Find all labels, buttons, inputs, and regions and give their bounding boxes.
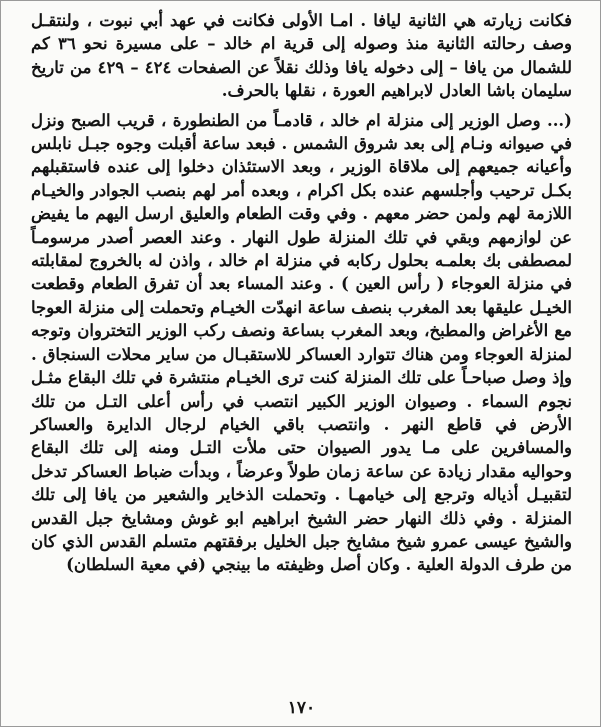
paragraph-quote: (... وصل الوزير إلى منزلة ام خالد ، قادمـاً من الطنطورة ، قريب الصبح ونزل في صيوانه ونـام إلى بعد شروق الشمس . فبعد ساعة أقبلت وجوه جبـل نابلس وأعيانه جميعهم إلى ملاقاة الوزير ، وبعد الاستئذان دخلوا إلى عنده فاستقبلهم بكـل ترحيب وأجلسهم عنده بكل اكرام ، وبعده أمر لهم بنصب الجوادر والخيـام اللازمة لهم ولمن حضر معهم . وفي وقت الطعام والعليق ارسل اليهم ما يفيض عن لوازمهم وبقي في تلك المنزلة طول النهار . وعند العصر أصدر مرسومـاً لمصطفى بك بعلمـه بحلول ركابه في منزلة ام خالد ، واذن له بالخروج لمقابلته في منزلة العوجاء ( رأس العين ) . وعند المساء بعد أن تفرق الطعام وقطعت الخيـل عليقها بعد المغرب بنصف ساعة انهدّت الخيـام وتحملت إلى منزلة العوجا مع الأغراض والمطبخ، وبعد المغرب بساعة ونصف ركب الوزير التختروان وتوجه لمنزلة العوجاء ومن هناك تتوارد العساكر للاستقبـال من ساير محلات السنجاق . وإذ وصل صباحـاً على تلك المنزلة كنت ترى الخيـام منتشرة في تلك البقاع مثـل نجوم السماء . وصيوان الوزير الكبير انتصب في رأس أعلى التـل من تلك الأرض في قاطع النهر . وانتصب باقي الخيام لرجال الدايرة والعساكر والمسافرين على مـا يدور الصيوان حتى ملأت التـل ومنه إلى تلك البقاع وحواليه مقدار زيادة عن ساعة زمان طولاً وعرضاً ، وبدأت ضباط العساكر تدخل لتقبيـل أذياله وترجع إلى خيامهـا . وتحملت الذخاير والشعير من يافا إلى تلك المنزلة . وفي ذلك النهار حضر الشيخ ابراهيم ابو غوش ومشايخ جبل القدس والشيخ عيسى عمرو شيخ مشايخ جبل الخليل برفقتهم متسلم القدس الذي كان من طرف الدولة العلية . وكان أصل وظيفته ما بينجي (في معية السلطان)	[31, 110, 572, 575]
paragraph-intro: فكانت زيارته هي الثانية ليافا . امـا الأولى فكانت في عهد أبي نبوت ، ولنتقـل وصف رحالته الثانية منذ وصوله إلى قرية ام خالد – على مسيرة نحو ٣٦ كم للشمال من يافا – إلى دخوله يافا وذلك نقلاً عن الصفحات ٤٢٤ – ٤٢٩ من تاريخ سليمان باشا العادل لابراهيم العورة ، نقلها بالحرف.	[31, 11, 572, 101]
page-number: ١٧٠	[287, 698, 316, 718]
page-body	[31, 9, 572, 718]
